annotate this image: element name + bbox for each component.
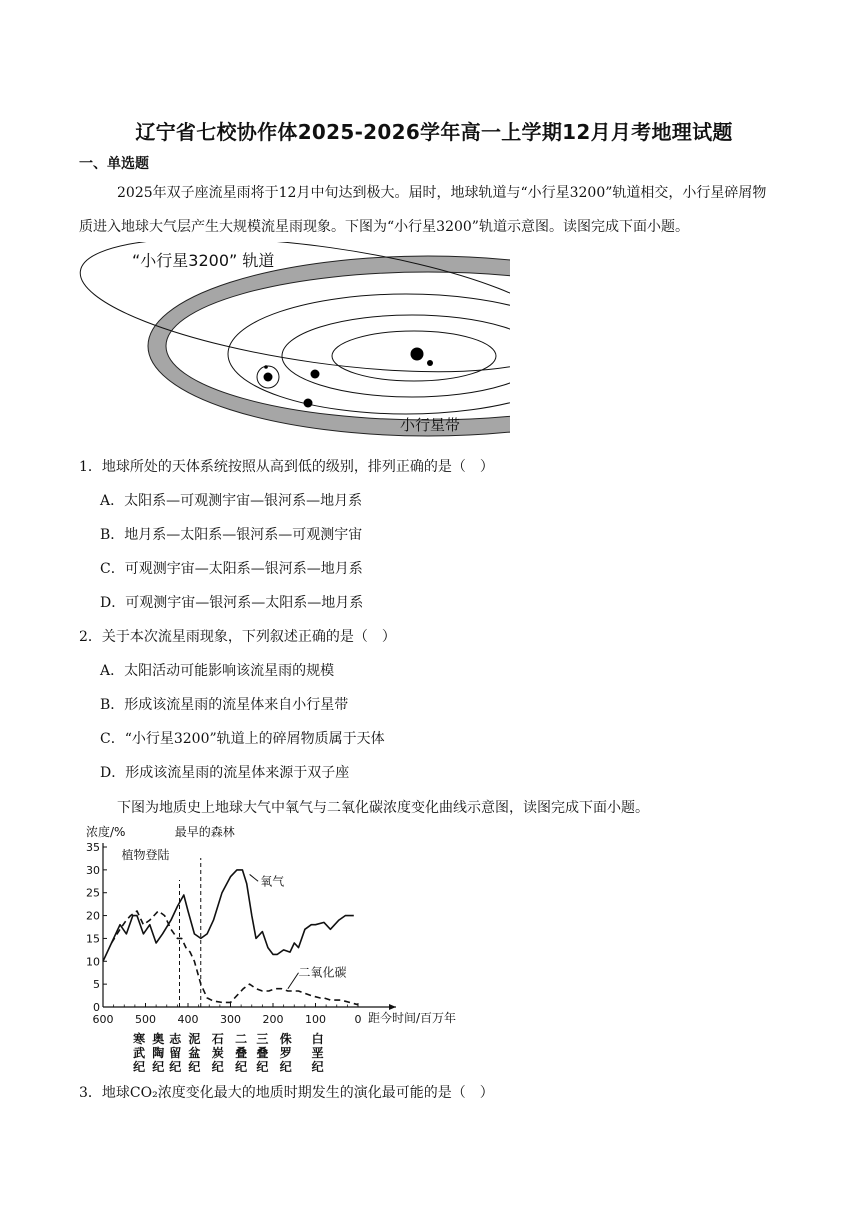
y-tick-label: 25 bbox=[86, 886, 100, 900]
question-2-option-d[interactable]: D．形成该流星雨的流星体来源于双子座 bbox=[100, 765, 350, 781]
period-label-char: 纪 bbox=[169, 1060, 182, 1074]
belt-label: 小行星带 bbox=[400, 416, 461, 434]
question-2-stem: 2．关于本次流星雨现象，下列叙述正确的是（ ） bbox=[79, 629, 396, 645]
orbit-diagram bbox=[76, 242, 516, 438]
o2-leader-line bbox=[250, 874, 259, 881]
intro-paragraph-2: 下图为地质史上地球大气中氧气与二氧化碳浓度变化曲线示意图，读图完成下面小题。 bbox=[117, 800, 649, 816]
y-axis-label: 浓度/% bbox=[86, 825, 126, 839]
page-title: 辽宁省七校协作体2025-2026学年高一上学期12月月考地理试题 bbox=[135, 120, 733, 144]
question-1-option-a[interactable]: A．太阳系—可观测宇宙—银河系—地月系 bbox=[100, 493, 363, 509]
question-1-option-b[interactable]: B．地月系—太阳系—银河系—可观测宇宙 bbox=[100, 527, 363, 543]
y-tick-label: 35 bbox=[86, 841, 100, 854]
period-label-char: 纪 bbox=[256, 1060, 269, 1074]
x-tick-label: 300 bbox=[220, 1013, 241, 1026]
series-line-o2 bbox=[103, 870, 354, 961]
period-label-char: 奥 bbox=[152, 1032, 165, 1046]
o2-series-label: 氧气 bbox=[260, 874, 285, 889]
period-label-char: 寒 bbox=[133, 1032, 146, 1046]
period-label-char: 陶 bbox=[152, 1046, 165, 1060]
question-2-option-c[interactable]: C．“小行星3200”轨道上的碎屑物质属于天体 bbox=[100, 731, 385, 747]
x-tick-label: 500 bbox=[135, 1013, 156, 1026]
y-tick-label: 20 bbox=[86, 909, 100, 923]
x-axis-arrow bbox=[389, 1004, 396, 1010]
y-tick-label: 5 bbox=[93, 978, 100, 992]
gas-concentration-chart bbox=[86, 820, 476, 1074]
x-tick-label: 0 bbox=[354, 1013, 362, 1026]
period-label-char: 纪 bbox=[133, 1060, 146, 1074]
period-label-char: 纪 bbox=[211, 1060, 224, 1074]
x-axis-label: 距今时间/百万年 bbox=[368, 1011, 457, 1025]
question-1-option-c[interactable]: C．可观测宇宙—太阳系—银河系—地月系 bbox=[100, 561, 363, 577]
series-line-co2 bbox=[112, 911, 359, 1005]
annotation-label: 植物登陆 bbox=[121, 848, 170, 862]
y-tick-label: 0 bbox=[93, 1001, 100, 1014]
x-tick-label: 200 bbox=[262, 1013, 284, 1026]
period-label-char: 纪 bbox=[188, 1060, 201, 1074]
period-label-char: 纪 bbox=[311, 1060, 324, 1074]
period-label-char: 三 bbox=[256, 1032, 269, 1046]
x-tick-label: 600 bbox=[92, 1013, 114, 1026]
y-tick-label: 10 bbox=[86, 955, 100, 969]
co2-series-label: 二氧化碳 bbox=[298, 965, 347, 980]
period-label-char: 纪 bbox=[279, 1060, 292, 1074]
period-label-char: 纪 bbox=[152, 1060, 165, 1074]
period-label-char: 泥 bbox=[188, 1032, 201, 1046]
period-label-char: 叠 bbox=[256, 1046, 269, 1060]
orbit-label: “小行星3200” 轨道 bbox=[132, 251, 275, 270]
y-tick-label: 30 bbox=[86, 863, 100, 877]
x-tick-label: 400 bbox=[177, 1013, 199, 1026]
period-label-char: 白 bbox=[311, 1032, 324, 1046]
question-1-stem: 1．地球所处的天体系统按照从高到低的级别，排列正确的是（ ） bbox=[79, 459, 494, 475]
annotation-label: 最早的森林 bbox=[174, 825, 235, 839]
period-label-char: 罗 bbox=[279, 1046, 292, 1060]
period-label-char: 志 bbox=[169, 1032, 182, 1046]
section-heading: 一、单选题 bbox=[79, 156, 149, 172]
period-label-char: 纪 bbox=[235, 1060, 248, 1074]
period-label-char: 叠 bbox=[235, 1046, 248, 1060]
period-label-char: 留 bbox=[169, 1046, 182, 1060]
period-label-char: 垩 bbox=[311, 1046, 324, 1060]
period-label-char: 盆 bbox=[188, 1046, 201, 1060]
period-label-char: 二 bbox=[235, 1032, 248, 1046]
question-2-option-b[interactable]: B．形成该流星雨的流星体来自小行星带 bbox=[100, 697, 349, 713]
period-label-char: 武 bbox=[133, 1046, 146, 1060]
period-label-char: 侏 bbox=[279, 1032, 292, 1046]
x-tick-label: 100 bbox=[305, 1013, 326, 1026]
question-1-option-d[interactable]: D．可观测宇宙—银河系—太阳系—地月系 bbox=[100, 595, 364, 611]
question-3-stem: 3．地球CO₂浓度变化最大的地质时期发生的演化最可能的是（ ） bbox=[79, 1085, 494, 1101]
period-label-char: 炭 bbox=[211, 1046, 224, 1060]
intro-paragraph-1: 2025年双子座流星雨将于12月中旬达到极大。届时，地球轨道与“小行星3200”轨道相交，小行星碎屑物质进入地球大气层产生大规模流星雨现象。下图为“小行星3200”轨道示意图。读图完成下面小题。 bbox=[79, 185, 767, 235]
y-tick-label: 15 bbox=[86, 932, 100, 946]
period-label-char: 石 bbox=[211, 1032, 224, 1046]
question-2-option-a[interactable]: A．太阳活动可能影响该流星雨的规模 bbox=[100, 663, 335, 679]
co2-leader-line bbox=[288, 973, 299, 989]
